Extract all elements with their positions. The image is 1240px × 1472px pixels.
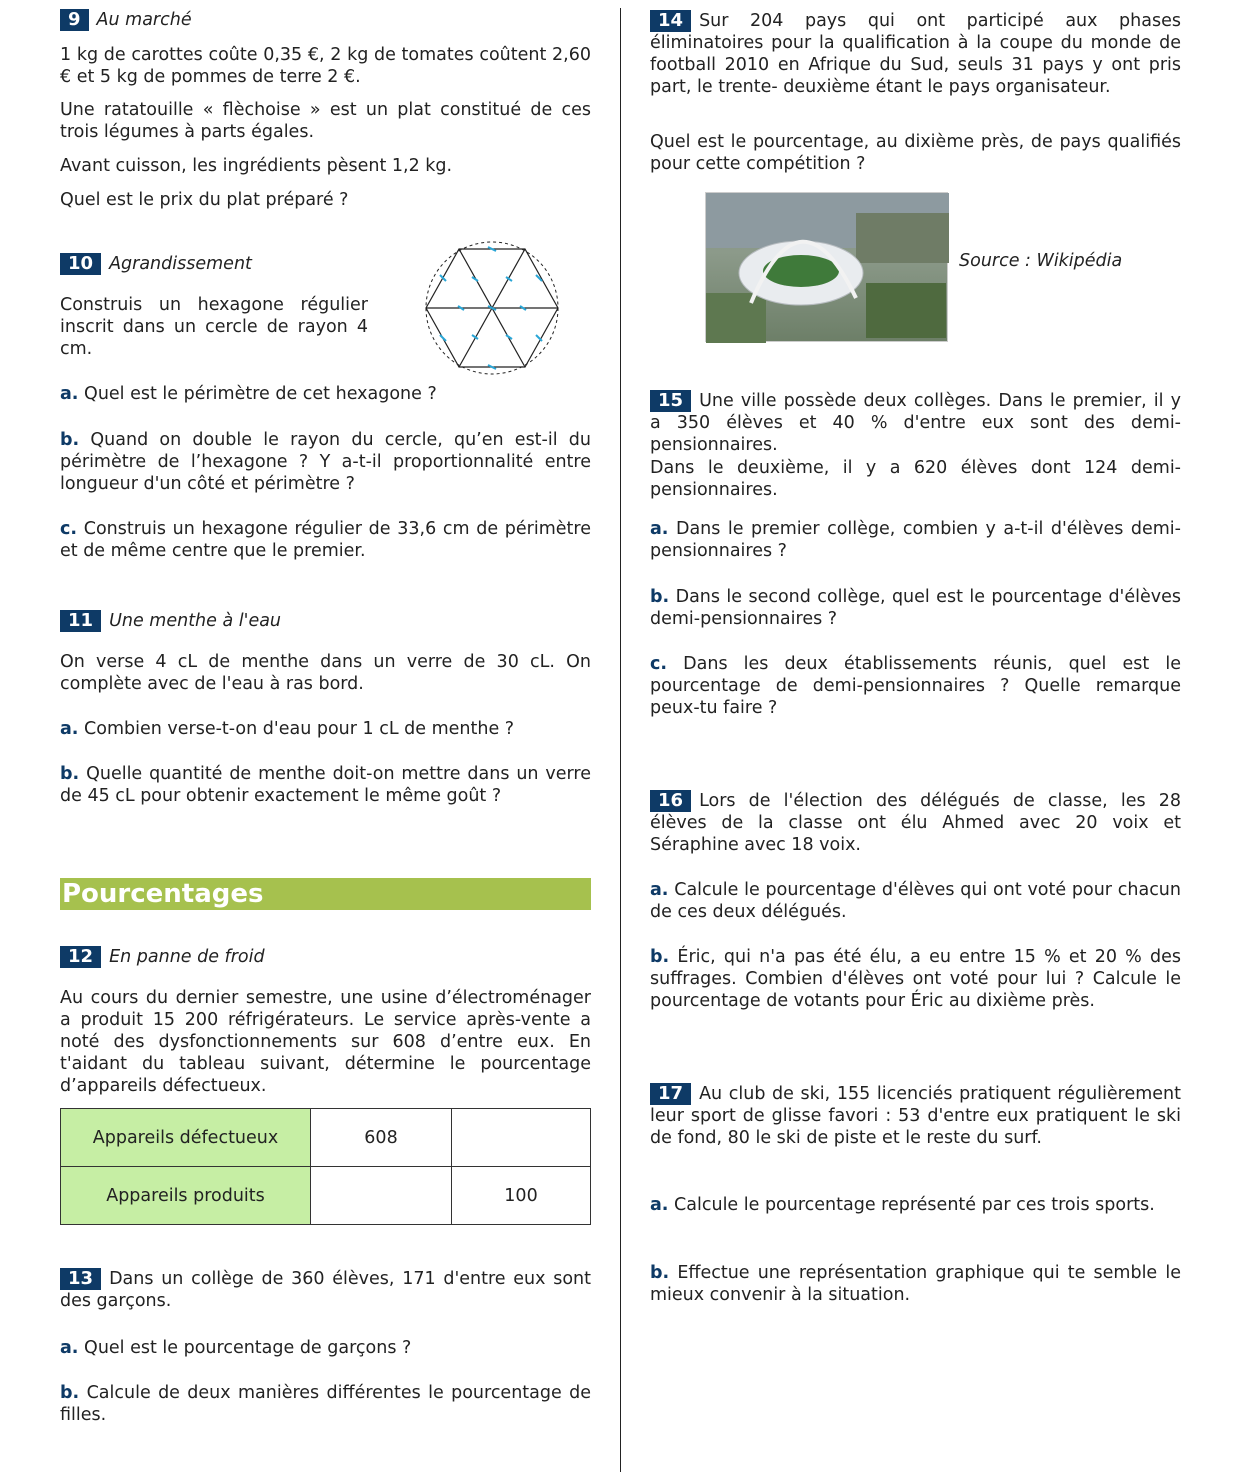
question-text: Calcule de deux manières différentes le pourcentage de filles.	[60, 1383, 591, 1425]
question-text: Dans le premier collège, combien y a-t-il d'élèves demi-pensionnaires ?	[650, 519, 1181, 561]
question-label: a.	[650, 880, 669, 900]
exercise-16-body: Lors de l'élection des délégués de classe, les 28 élèves de la classe ont élu Ahmed avec 20 voix et Séraphine avec 18 voix.	[650, 791, 1181, 855]
question-label: a.	[60, 719, 79, 739]
photo-caption: Source : Wikipédia	[959, 251, 1123, 271]
exercise-number: 11	[60, 610, 101, 632]
exercise-title: Au marché	[96, 10, 192, 30]
question-label: c.	[60, 519, 78, 539]
exercise-11-header	[60, 610, 591, 632]
question-label: b.	[650, 1263, 670, 1283]
exercise-12-text: Au cours du dernier semestre, une usine d’électroménager a produit 15 200 réfrigérateurs. Le service après-vente a noté des dysfonctionnements sur 608 d’entre eux. En t'aidant du tableau suivant, détermine le pourcentage d’appareils défectueux.	[60, 988, 591, 1096]
exercise-number: 16	[650, 790, 691, 812]
exercise-15-question-c	[650, 653, 1181, 719]
question-label: c.	[650, 654, 668, 674]
exercise-title: Une menthe à l'eau	[109, 611, 282, 631]
stadium-illustration	[706, 193, 949, 343]
question-label: a.	[650, 519, 669, 539]
table-cell: 608	[311, 1109, 452, 1167]
question-label: b.	[60, 1383, 80, 1403]
question-label: a.	[60, 1338, 79, 1358]
exercise-13-question-a	[60, 1337, 591, 1359]
table-cell: Appareils défectueux	[61, 1109, 311, 1167]
exercise-14-text	[650, 10, 1181, 98]
exercise-title: Agrandissement	[109, 254, 252, 274]
table-row	[61, 1109, 591, 1167]
exercise-10-question-a	[60, 383, 591, 405]
question-text: Combien verse-t-on d'eau pour 1 cL de menthe ?	[84, 719, 515, 739]
hexagon-in-circle-figure	[424, 240, 560, 376]
exercise-number: 15	[650, 390, 691, 412]
exercise-number: 17	[650, 1083, 691, 1105]
proportion-table-wrapper	[60, 1108, 591, 1225]
exercise-9-header	[60, 9, 591, 31]
question-text: Quelle quantité de menthe doit-on mettre dans un verre de 45 cL pour obtenir exactement le même goût ?	[60, 764, 591, 806]
exercise-16-question-a	[650, 879, 1181, 923]
question-text: Dans le second collège, quel est le pourcentage d'élèves demi-pensionnaires ?	[650, 587, 1181, 629]
exercise-10-question-c	[60, 518, 591, 562]
table-cell: Appareils produits	[61, 1167, 311, 1225]
exercise-15-body: Une ville possède deux collèges. Dans le premier, il y a 350 élèves et 40 % d'entre eux sont des demi-pensionnaires.	[650, 391, 1181, 455]
question-text: Effectue une représentation graphique qui te semble le mieux convenir à la situation.	[650, 1263, 1181, 1305]
exercise-number: 14	[650, 10, 691, 32]
exercise-13-body: Dans un collège de 360 élèves, 171 d'entre eux sont des garçons.	[60, 1269, 591, 1311]
exercise-number: 10	[60, 253, 101, 275]
exercise-9-text-2: Une ratatouille « flèchoise » est un plat constitué de ces trois légumes à parts égales.	[60, 100, 591, 142]
exercise-16-text	[650, 790, 1181, 856]
question-label: a.	[60, 384, 79, 404]
exercise-12-header	[60, 946, 591, 968]
question-text: Construis un hexagone régulier de 33,6 cm de périmètre et de même centre que le premier.	[60, 519, 591, 561]
question-text: Quand on double le rayon du cercle, qu’en est-il du périmètre de l’hexagone ? Y a-t-il proportionnalité entre longueur d'un côté et périmètre ?	[60, 430, 591, 494]
exercise-number: 13	[60, 1268, 101, 1290]
question-label: b.	[650, 947, 670, 967]
section-title: Pourcentages	[60, 878, 591, 910]
exercise-9-text-1: 1 kg de carottes coûte 0,35 €, 2 kg de tomates coûtent 2,60 € et 5 kg de pommes de terre 2 €.	[60, 45, 591, 87]
question-text: Dans les deux établissements réunis, quel est le pourcentage de demi-pensionnaires ? Quelle remarque peux-tu faire ?	[650, 654, 1181, 718]
exercise-17-question-a	[650, 1194, 1181, 1216]
table-row	[61, 1167, 591, 1225]
exercise-15-text-2: Dans le deuxième, il y a 620 élèves dont 124 demi-pensionnaires.	[650, 458, 1181, 500]
exercise-9-question: Quel est le prix du plat préparé ?	[60, 190, 349, 210]
exercise-15-question-b	[650, 586, 1181, 630]
proportion-table	[60, 1108, 591, 1225]
exercise-11-question-a	[60, 718, 591, 740]
question-label: b.	[60, 430, 80, 450]
exercise-10-question-b	[60, 429, 591, 495]
question-text: Quel est le périmètre de cet hexagone ?	[84, 384, 437, 404]
question-text: Quel est le pourcentage de garçons ?	[84, 1338, 412, 1358]
question-label: b.	[60, 764, 80, 784]
exercise-11-question-b	[60, 763, 591, 807]
exercise-14-question: Quel est le pourcentage, au dixième près, de pays qualifiés pour cette compétition ?	[650, 132, 1181, 174]
exercise-17-question-b	[650, 1262, 1181, 1306]
exercise-title: En panne de froid	[109, 947, 265, 967]
exercise-13-text	[60, 1268, 591, 1312]
question-text: Éric, qui n'a pas été élu, a eu entre 15 % et 20 % des suffrages. Combien d'élèves ont voté pour lui ? Calcule le pourcentage de votants pour Éric au dixième près.	[650, 947, 1181, 1011]
exercise-16-question-b	[650, 946, 1181, 1012]
exercise-number: 9	[60, 9, 89, 31]
exercise-9-text-3: Avant cuisson, les ingrédients pèsent 1,2 kg.	[60, 156, 453, 176]
exercise-17-body: Au club de ski, 155 licenciés pratiquent régulièrement leur sport de glisse favori : 53 d'entre eux pratiquent le ski de fond, 80 le ski de piste et le reste du surf.	[650, 1084, 1181, 1148]
exercise-15-text	[650, 390, 1181, 456]
table-cell: 100	[452, 1167, 591, 1225]
exercise-14-body: Sur 204 pays qui ont participé aux phases éliminatoires pour la qualification à la coupe du monde de football 2010 en Afrique du Sud, seuls 31 pays y ont pris part, le trente- deuxième étant le pays organisateur.	[650, 11, 1181, 97]
exercise-15-question-a	[650, 518, 1181, 562]
exercise-11-text: On verse 4 cL de menthe dans un verre de 30 cL. On complète avec de l'eau à ras bord.	[60, 652, 591, 694]
stadium-photo	[705, 192, 948, 342]
column-divider	[620, 8, 621, 1472]
table-cell	[452, 1109, 591, 1167]
table-cell	[311, 1167, 452, 1225]
exercise-number: 12	[60, 946, 101, 968]
exercise-10-text: Construis un hexagone régulier inscrit dans un cercle de rayon 4 cm.	[60, 295, 368, 359]
question-label: b.	[650, 587, 670, 607]
question-text: Calcule le pourcentage d'élèves qui ont voté pour chacun de ces deux délégués.	[650, 880, 1181, 922]
exercise-17-text	[650, 1083, 1181, 1149]
exercise-13-question-b	[60, 1382, 591, 1426]
question-text: Calcule le pourcentage représenté par ces trois sports.	[674, 1195, 1155, 1215]
question-label: a.	[650, 1195, 669, 1215]
